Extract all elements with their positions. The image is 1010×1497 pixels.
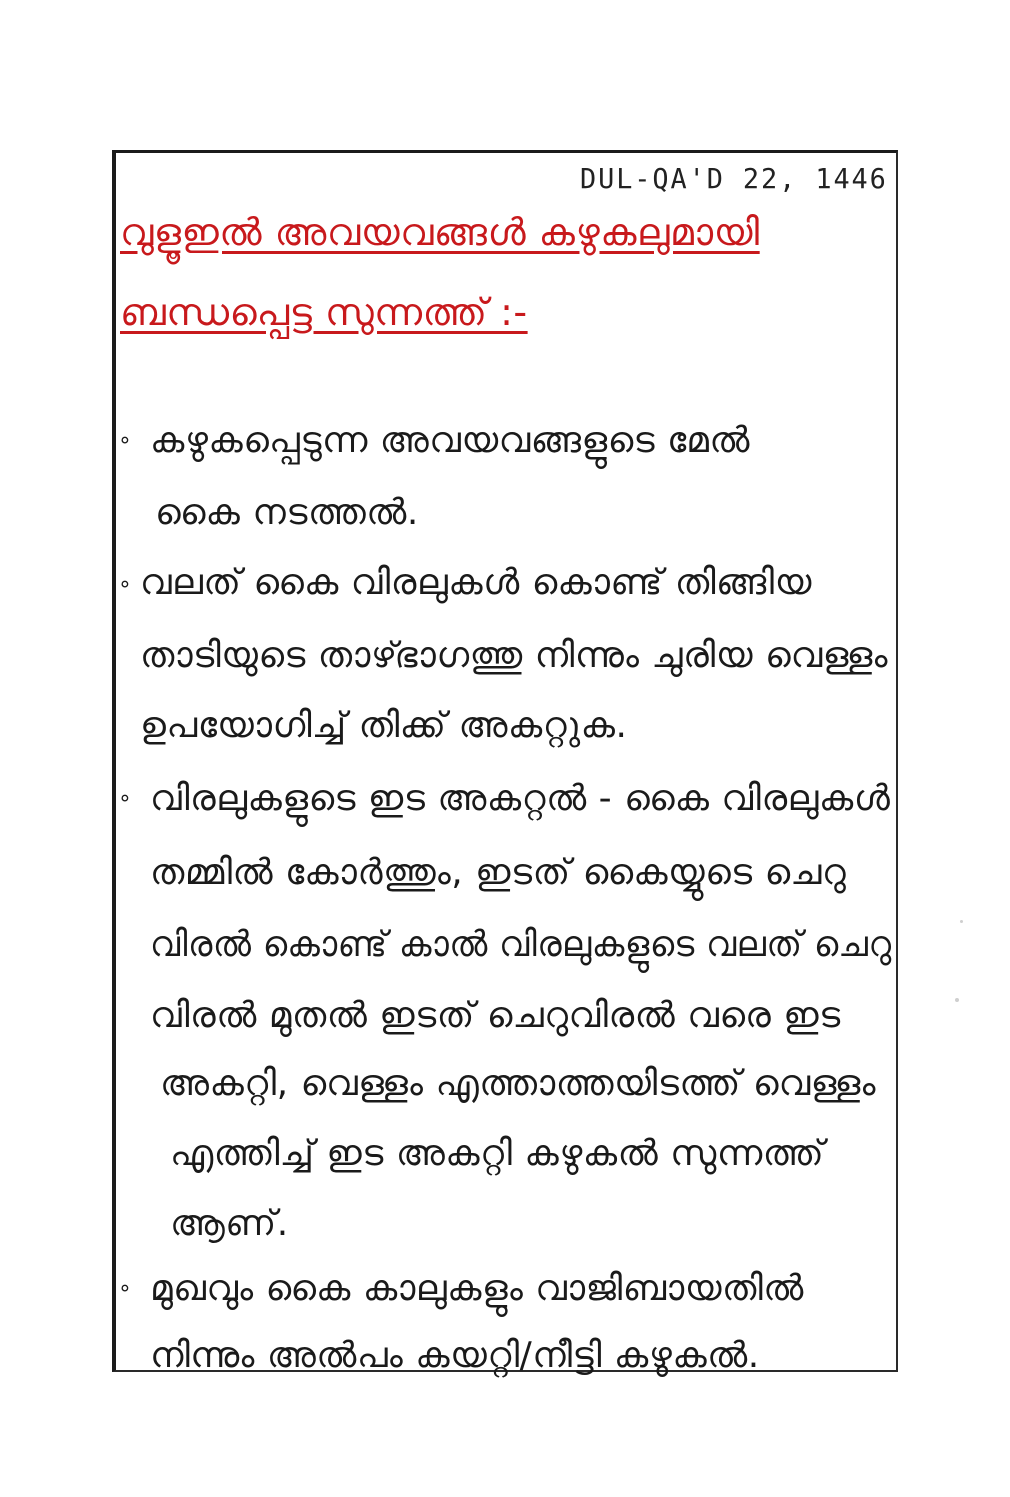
- item-2-line-2: താടിയുടെ താഴ്ഭാഗത്തു നിന്നും ചുരിയ വെള്ളം: [140, 635, 888, 676]
- scan-speck: [960, 920, 963, 923]
- bullet-3: ∘: [118, 786, 132, 811]
- item-3-line-7: ആണ്.: [170, 1203, 289, 1244]
- bullet-1: ∘: [118, 428, 132, 453]
- item-3-line-1: വിരലുകളുടെ ഇട അകറ്റൽ - കൈ വിരലുകൾ: [150, 778, 891, 819]
- item-3-line-6: എത്തിച്ച് ഇട അകറ്റി കഴുകൽ സുന്നത്ത്: [170, 1133, 825, 1174]
- item-1-line-1: കഴുകപ്പെടുന്ന അവയവങ്ങളുടെ മേൽ: [150, 420, 751, 461]
- item-4-line-2: നിന്നും അൽപം കയറ്റി/നീട്ടി കഴുകൽ.: [150, 1335, 760, 1376]
- item-2-line-1: വലത് കൈ വിരലുകൾ കൊണ്ട് തിങ്ങിയ: [140, 562, 812, 603]
- item-3-line-4: വിരൽ മുതൽ ഇടത് ചെറുവിരൽ വരെ ഇട: [150, 995, 841, 1036]
- date-label: DUL-QA'D 22, 1446: [580, 162, 888, 195]
- item-3-line-3: വിരൽ കൊണ്ട് കാൽ വിരലുകളുടെ വലത് ചെറു: [150, 924, 892, 965]
- heading-line-2: ബന്ധപ്പെട്ട സുന്നത്ത് :-: [120, 290, 528, 334]
- item-3-line-2: തമ്മിൽ കോർത്തും, ഇടത് കൈയ്യുടെ ചെറു: [150, 852, 847, 893]
- item-1-line-2: കൈ നടത്തൽ.: [155, 492, 419, 533]
- bullet-4: ∘: [118, 1276, 132, 1301]
- item-2-line-3: ഉപയോഗിച്ച് തിക്ക് അകറ്റുക.: [140, 705, 628, 746]
- heading-line-1: വുളൂഇൽ അവയവങ്ങൾ കഴുകലുമായി: [120, 210, 760, 254]
- scan-speck: [955, 998, 959, 1002]
- item-3-line-5: അകറ്റി, വെള്ളം എത്താത്തയിടത്ത് വെള്ളം: [160, 1063, 876, 1104]
- item-4-line-1: മുഖവും കൈ കാലുകളും വാജിബായതിൽ: [150, 1268, 804, 1309]
- bullet-2: ∘: [118, 572, 132, 597]
